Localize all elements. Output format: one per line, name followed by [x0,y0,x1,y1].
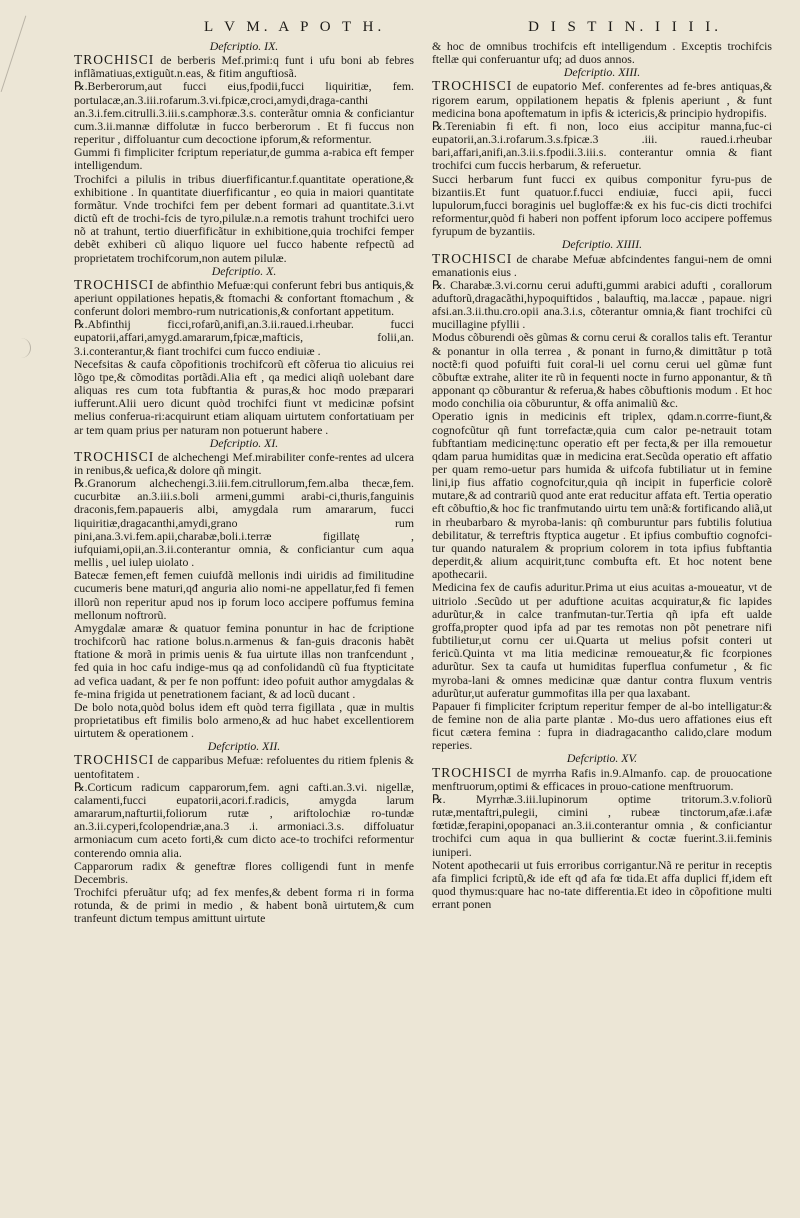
section-heading: Defcriptio. XI. [209,435,279,450]
recipe-title-text: de myrrha Rafis in.9.Almanfo. cap. de prouocatione menftruorum,optimi & efficaces in prouo-catione menftruorum. [432,765,772,793]
body-paragraph: ℞.Abfinthij ficci,rofarũ,anifi,an.3.ii.raued.i.rheubar. fucci eupatorii,affari,amygd.amararum,fpicæ,mafticis, folii,an. 3.i.conterantur,& fiant trochifci cum fucco endiuiæ . [74,317,414,358]
body-paragraph: ℞. Charabæ.3.vi.cornu cerui adufti,gummi arabici adufti , corallorum aduftorũ,dragacãthi,hypoquiftidos , balauftiq, ma.laccæ , papaue. nigri afsi.an.3.ii.thu.cro.opii ana.3.i.s, cõterantur omnia,& fiant trochifci cũ mucillagine pfyllii . [432,277,772,332]
recipe-title-text: de abfinthio Mefuæ:qui conferunt febri bus antiquis,& aperiunt oppilationes hepatis,& ftomachi & confortant ftomachum , & conferunt dolori membro-rum nutricationis,& confortant appetitum. [74,277,415,319]
recipe-title-caps: TROCHISCI [74,52,155,68]
body-paragraph: ℞.Berberorum,aut fucci eius,fpodii,fucci liquiritiæ, fem. portulacæ,an.3.iii.rofarum.3.vi.fpicæ,croci,amydi,draga-canthi an.3.i.fem.citrulli.3.iii.s.camphoræ.3.s. conterãtur omnia & conficiantur cum.3.ii.mannæ diffolutæ in fucco berberorum . Et fi fuccus non reperitur , diffoluantur cum decoctione ipforum,& reformentur. [74,79,414,147]
body-paragraph: Gummi fi fimpliciter fcriptum reperiatur,de gumma a-rabica eft femper intelligendum. [74,145,414,173]
body-paragraph: ℞. Myrrhæ.3.iii.lupinorum optime tritorum.3.v.foliorũ rutæ,mentaftri,pulegii, cimini , rubeæ tinctorum,afæ.i.afæ fœtidæ,ferapini,opopanaci an.3.ii.conterantur omnia , & conficiantur trochifci cum aqua in qua bullierint & coctæ fuerint.3.ii.feminis iuniperi. [432,791,772,859]
right-column [432,40,772,925]
body-paragraph: Operatio ignis in medicinis eft triplex, qdam.n.corrre-fiunt,& cognofcũtur qñ funt torrefactæ,quia cum calor pe-netrauit totam fubftantiam medicinę:tunc operatio eft per fecta,& per illa remouetur qdam parua humiditas quæ in medicina erat.Secũda operatio eft affatio per quam remo-uetur pars humida & uifcofa fubtiliatur ut in femine lini,ip fius affatio cognofcitur,quia qñ incipit in fuperficie colorẽ mutare,& ad contrariũ quod ante erat reducitur affata eft. Tertia operatio eft cõbuftio,& hoc fic tranfmutando uirtu tem unã:& fortificando aliã,ut in rheubarbaro & myroba-lanis: qñ comburuntur pars fubtilis folutiua debilitatur, & terreftris ftyptica augetur . Et ipfius combuftio cognofci-tur quando naturalem & proprium colorem in tota ipfius fubftantia deperdit,& alium acquirit,tunc combufta eft. Et hoc notent bene apothecarii. [432,409,772,582]
body-paragraph: De bolo nota,quòd bolus idem eft quòd terra figillata , quæ in multis proprietatibus eft fimilis bolo armeno,& ad huc habet excellentiorem uirtutem & operationem . [74,699,414,741]
body-paragraph: Batecæ femen,eft femen cuiufdã mellonis indi uiridis ad fimilitudine cucumeris bene maturi,qđ anguria alio nomi-ne appellatur,fed fi femen illorũ non reperitur apud nos ip forum loco accipere poffumus femina mellonum noftrorũ. [74,568,414,622]
recipe-title-text: de capparibus Mefuæ: refoluentes du ritiem fplenis & uentofitatem . [74,753,414,781]
body-paragraph: Succi herbarum funt fucci ex quibus componitur fyru-pus de bizantiis.Et funt quatuor.f.fucci endiuiæ, fucci apii, fucci lupulorum,fucci boraginis uel bugloffæ:& ex his fuc-cis dicti trochifci reformentur,quòd fi haberi non poffent ipforum loco accipere poffemus fyrupum de byzantiis. [432,171,772,239]
recipe-title [432,79,772,119]
body-paragraph: ℞.Corticum radicum capparorum,fem. agni cafti.an.3.vi. nigellæ, calamenti,fucci eupatorii,acori.f.radicis, amygda larum amararum,nafturtii,foliorum rutæ , ariftolochiæ ro-tundæ an.3.ii.cyperi,fcolopendriæ,ana.3 .i. armoniaci.3.s. diffoluatur armoniacum cum aceto forti,& cum dicto ace-to trochifci reformentur conterendo omnia alia. [74,779,414,860]
recipe-title-text: de alchechengi Mef.mirabiliter confe-rentes ad ulcera in renibus,& uefica,& dolore qñ mingit. [74,449,414,477]
body-paragraph: Papauer fi fimpliciter fcriptum reperitur femper de al-bo intelligatur:& de femine non de alia parte plantæ . Mo-dus uero affationes eius eft ficut cætera femina : fupra in diadragacantho calido,clare modum reperies. [432,698,772,753]
recipe-title-text: de charabe Mefuæ abfcindentes fangui-nem de omni emanationis eius . [432,251,773,279]
recipe-title-text: de eupatorio Mef. conferentes ad fe-bres antiquas,& rigorem earum, oppilationem hepatis & fplenis aperiunt , & funt medicina bona apoftematum in ipfis & ictericis,& principio hydropifis. [432,79,773,120]
recipe-title [432,252,772,279]
section-heading: Defcriptio. XII. [207,739,281,754]
body-paragraph: & hoc de omnibus trochifcis eft intelligendum . Exceptis trochifcis ftellæ qui conferuantur ufq; ad duos annos. [432,39,772,67]
recipe-title-caps: TROCHISCI [432,764,513,780]
recipe-title-caps: TROCHISCI [74,276,155,292]
body-paragraph: Capparorum radix & geneftræ flores colligendi funt in menfe Decembris. [74,858,414,886]
section-heading: Defcriptio. XIII. [563,65,641,80]
recipe-title-text: de berberis Mef.primi:q funt i ufu boni ab febres inflãmatiuas,extiguũt.n.eas, & fitim anguftiosã. [74,53,414,81]
recipe-title-caps: TROCHISCI [432,250,513,266]
running-header [74,10,772,36]
header-left: L V M. A P O T H. [204,19,386,35]
body-paragraph: ℞.Granorum alchechengi.3.iii.fem.citrullorum,fem.alba thecæ,fem. cucurbitæ an.3.iii.s.boli armeni,gummi arabi-ci,thuris,fanguinis draconis,fem.papaueris albi, amygdala rum amararum, fucci liquiritiæ,dragacanthi,amydi,grano rum pini,ana.3.vi.fem.apii,charabæ,boli.i.terræ figillatę , iufquiami,opii,an.3.ii.conterantur omnia, & conficiantur cum aqua mellis , uel iulep uiolato . [74,476,414,570]
recipe-title-caps: TROCHISCI [432,78,513,94]
header-right: D I S T I N. I I I I. [528,19,722,35]
body-paragraph: Medicina fex de caufis aduritur.Prima ut eius acuitas a-moueatur, vt de uitriolo .Secũdo ut per aduftione acuitas acquiratur,& fic lapides adurũtur,& in calce tranfmutan-tur.Tertia qñ ipfa eft ualde groffa,propter quod ipfa ad par tes remotas non põt penetrare nifi fubtilietur,ut cornu cer ui.Quarta ut melius pofsit conteri ut fericũ.Quinta vt ma litia medicinæ remoueatur,& fic fcorpiones adurũtur. Sex ta caufa ut humiditas fuperflua confumetur , & fic myroba-lani & omnes medicinæ quæ dantur contra fluxum ventris adurũtur,ut auferatur gummofitas illa per qua laxabant. [432,580,772,700]
body-paragraph: Amygdalæ amaræ & quatuor femina ponuntur in hac de fcriptione trochifcorũ hac ratione bolus.n.armenus & fan-guis draconis habẽt ftatione & morã in primis uenis & fua uirtute illas non tranfcendunt , fed quia in hoc cafu indige-mus qạ ad confolidandũ cũ fua ftypticitate ad vefica uadant, & per fe non poffunt: ideo pofuit author amygdalas & fe-mina frigida ut penetrationem faciant, & ad locũ ducant . [74,620,414,701]
recipe-title-caps: TROCHISCI [74,448,155,464]
recipe-title [74,278,414,318]
body-paragraph: Notent apothecarii ut fuis erroribus corrigantur.Nã re peritur in receptis afa fimplici fcriptũ,& ide eft qđ afa fœ tida.Et affa duplici ff,idem eft quod thymus:quare hac no-tate differentia.Et ideo in cõpofitione multi errant ponen [432,857,772,912]
margin-ink-mark [1,16,65,105]
recipe-title [74,753,414,780]
margin-ink-bracket [20,338,31,358]
body-paragraph: Trochifci pferuãtur ufq; ad fex menfes,& debent forma ri in forma rotunda, & de primi in medio , & habent bonã uirtutem,& cum tranfeunt dictum tempus amittunt uirtute [74,885,414,926]
body-paragraph: Necefsitas & caufa cõpofitionis trochifcorũ eft cõferua tio alicuius rei lõgo tpe,& cõmoditas portãdi.Alia eft , qa medici aliqñ uolebant dare aliquas res cum tota fubftantia & puras,& hoc modo præparari iufferunt.Alii uero dicunt quòd trochifci fiunt vt medicinæ pofsint melius conferua-ri:acquirunt etiam aliquam uirtutem confortatiuam per ar tem quam prius per naturam non potuerunt habere . [74,356,414,437]
body-paragraph: Trochifci a pilulis in tribus diuerfificantur.f.quantitate operatione,& exhibitione . In quantitate diuerfificantur , eo quia in maiori quantitate formãtur. Vnde trochifci fem per debent formari ad quantitate.3.i.vt dictũ eft de trochi-fcis de tyro,pilulæ.n.a remotis trahunt trochifci uero nõ at trahunt, tertio diuerfificãtur in exhibitione,quia trochifci femper debẽt exhiberi cũ aliquo liquore uel fucco habente refpectũ ad proprietatem trochifcorum,non autem pilulæ. [74,171,414,265]
section-heading: Defcriptio. XV. [566,751,638,766]
body-paragraph: ℞.Tereniabin fi eft. fi non, loco eius accipitur manna,fuc-ci eupatorii,an.3.i.rofarum.3.s.fpicæ.3 .iii. raued.i.rheubar bari,affari,anifi,an.3.ii.s.fpodii.3.iii.s. conterantur omnia & fiant trochifci cum fuccis herbarum, & referuetur. [432,118,772,173]
recipe-title [74,450,414,477]
left-column [74,40,414,925]
text-columns [74,40,772,925]
recipe-title [432,766,772,793]
section-heading: Defcriptio. XIIII. [561,237,643,252]
body-paragraph: Modus cõburendi oẽs gũmas & cornu cerui & corallos talis eft. Terantur & ponantur in olla terrea , & ponant in furno,& dimittãtur p totã noctẽ:fi quod pofuifti fuit coral-li uel cornu cerui uel gũmæ funt cõbuftæ extrahe, aliter ite rũ in fequenti nocte in furno apponantur, & tñ apponant qɔ cõburantur & referua,& habes cõbuftionis modum . Et hoc modo conchilia oia cõburuntur, & offa animaliũ &c. [432,330,772,411]
section-heading: Defcriptio. X. [211,263,277,278]
section-heading: Defcriptio. IX. [209,39,279,53]
recipe-title [74,53,414,80]
recipe-title-caps: TROCHISCI [74,752,155,768]
